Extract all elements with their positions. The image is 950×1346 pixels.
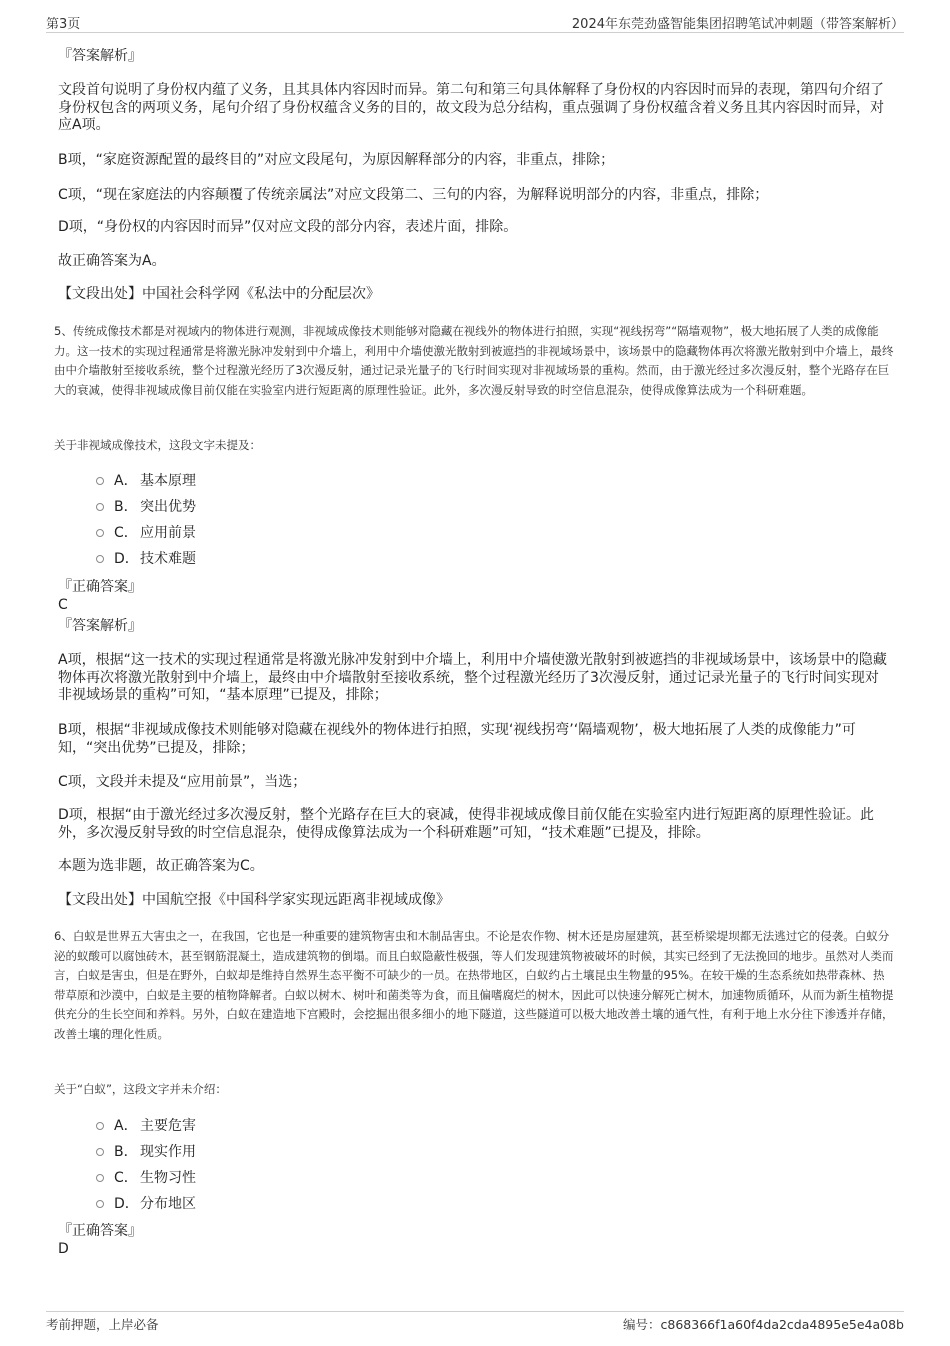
q5-option-d-analysis: D项，根据“由于激光经过多次漫反射，整个光路存在巨大的衰减，使得非视域成像目前仅能在实验室内进行短距离的原理性验证。此外，多次漫反射导致的时空信息混杂，使得成像算法成为一个科研难题”可知，“技术难题”已提及，排除。 <box>58 807 875 841</box>
q4-analysis-label: 『答案解析』 <box>58 48 142 64</box>
q6-passage: 6、白蚁是世界五大害虫之一，在我国，它也是一种重要的建筑物害虫和木制品害虫。不论是农作物、树木还是房屋建筑，甚至桥梁堤坝都无法逃过它的侵袭。白蚁分泌的蚁酸可以腐蚀砖木，甚至钢筋混凝土，造成建筑物的倒塌。而且白蚁隐蔽性极强，等人们发现建筑物被破坏的时候，其实已经到了无法挽回的地步。虽然对人类而言，白蚁是害虫，但是在野外，白蚁却是维持自然界生态平衡不可缺少的一员。在热带地区，白蚁约占土壤昆虫生物量的95%。在较干燥的生态系统如热带森林、热带草原和沙漠中，白蚁是主要的植物降解者。白蚁以树木、树叶和菌类等为食，而且偏嗜腐烂的树木，因此可以快速分解死亡树木，加速物质循环，从而为新生植物提供充分的生长空间和养料。另外，白蚁在建造地下宫殿时，会挖掘出很多细小的地下隧道，这些隧道可以极大地改善土壤的通气性，有利于地上水分往下渗透并存储，改善土壤的理化性质。 <box>54 929 894 1041</box>
q5-analysis-label: 『答案解析』 <box>58 618 142 634</box>
q4-source: 【文段出处】中国社会科学网《私法中的分配层次》 <box>58 286 380 302</box>
q6-option-a[interactable]: A． 主要危害 <box>96 1117 196 1135</box>
q4-analysis-text: 文段首句说明了身份权内蕴了义务，且其具体内容因时而异。第二句和第三句具体解释了身份权的内容因时而异的表现，第四句介绍了身份权包含的两项义务，尾句介绍了身份权蕴含义务的目的，故文段为总分结构，重点强调了身份权蕴含着义务且其内容因时而异，对应A项。 <box>58 82 884 133</box>
q4-option-b-analysis: B项，“家庭资源配置的最终目的”对应文段尾句，为原因解释部分的内容，非重点，排除； <box>58 152 615 168</box>
radio-icon[interactable] <box>96 503 104 511</box>
q5-option-b[interactable]: B． 突出优势 <box>96 498 196 516</box>
q6-answer-label: 『正确答案』 <box>58 1223 142 1239</box>
q5-option-d[interactable]: D．技术难题 <box>96 550 196 568</box>
q5-option-a[interactable]: A． 基本原理 <box>96 472 196 490</box>
page-footer <box>46 1311 904 1346</box>
document-code-label: 编号： <box>623 1317 661 1332</box>
q5-option-c[interactable]: C． 应用前景 <box>96 524 196 542</box>
q6-option-d[interactable]: D．分布地区 <box>96 1195 196 1213</box>
q5-answer-label: 『正确答案』 <box>58 579 142 595</box>
page-number: 第3页 <box>46 17 81 32</box>
q5-question: 关于非视域成像技术，这段文字未提及： <box>54 438 261 452</box>
q6-question: 关于“白蚁”，这段文字并未介绍： <box>54 1082 227 1096</box>
document-code <box>623 1315 904 1333</box>
radio-icon[interactable] <box>96 529 104 537</box>
q4-option-c-analysis: C项，“现在家庭法的内容颠覆了传统亲属法”对应文段第二、三句的内容，为解释说明部分的内容，非重点，排除； <box>58 187 769 203</box>
q4-option-d-analysis: D项，“身份权的内容因时而异”仅对应文段的部分内容，表述片面，排除。 <box>58 219 518 235</box>
radio-icon[interactable] <box>96 555 104 563</box>
q5-option-a-analysis: A项，根据“这一技术的实现过程通常是将激光脉冲发射到中介墙上，利用中介墙使激光散射到被遮挡的非视域场景中，该场景中的隐藏物体再次将激光散射到中介墙上，最终由中介墙散射至接收系统，整个过程激光经历了3次漫反射，通过记录光量子的飞行时间实现对非视域场景的重构”可知，“基本原理”已提及，排除； <box>58 652 887 703</box>
q5-answer: C <box>58 597 68 613</box>
radio-icon[interactable] <box>96 1174 104 1182</box>
radio-icon[interactable] <box>96 1122 104 1130</box>
radio-icon[interactable] <box>96 477 104 485</box>
footer-slogan: 考前押题，上岸必备 <box>46 1317 159 1332</box>
q6-option-c[interactable]: C． 生物习性 <box>96 1169 196 1187</box>
q6-answer: D <box>58 1241 69 1257</box>
q5-option-c-analysis: C项，文段并未提及“应用前景”，当选； <box>58 774 307 790</box>
radio-icon[interactable] <box>96 1200 104 1208</box>
q5-passage: 5、传统成像技术都是对视域内的物体进行观测，非视域成像技术则能够对隐藏在视线外的物体进行拍照，实现“视线拐弯”“隔墙观物”，极大地拓展了人类的成像能力。这一技术的实现过程通常是将激光脉冲发射到中介墙上，利用中介墙使激光散射到被遮挡的非视域场景中，该场景中的隐藏物体再次将激光散射到中介墙上，最终由中介墙散射至接收系统，整个过程激光经历了3次漫反射，通过记录光量子的飞行时间实现对非视域场景的重构。然而，由于激光经过多次漫反射，整个光路存在巨大的衰减，使得非视域成像目前仅能在实验室内进行短距离的原理性验证。此外，多次漫反射导致的时空信息混杂，使得成像算法成为一个科研难题。 <box>54 324 894 397</box>
radio-icon[interactable] <box>96 1148 104 1156</box>
q5-source: 【文段出处】中国航空报《中国科学家实现远距离非视域成像》 <box>58 892 450 908</box>
q5-conclusion: 本题为选非题，故正确答案为C。 <box>58 858 264 874</box>
q6-option-b[interactable]: B． 现实作用 <box>96 1143 196 1161</box>
q5-option-b-analysis: B项，根据“非视域成像技术则能够对隐藏在视线外的物体进行拍照，实现‘视线拐弯’‘隔墙观物’，极大地拓展了人类的成像能力”可知，“突出优势”已提及，排除； <box>58 722 856 756</box>
document-code-value: c868366f1a60f4da2cda4895e5e4a08b <box>660 1317 904 1332</box>
page-header <box>46 0 904 33</box>
document-title: 2024年东莞劲盛智能集团招聘笔试冲刺题（带答案解析） <box>571 17 904 32</box>
q4-conclusion: 故正确答案为A。 <box>58 253 166 269</box>
